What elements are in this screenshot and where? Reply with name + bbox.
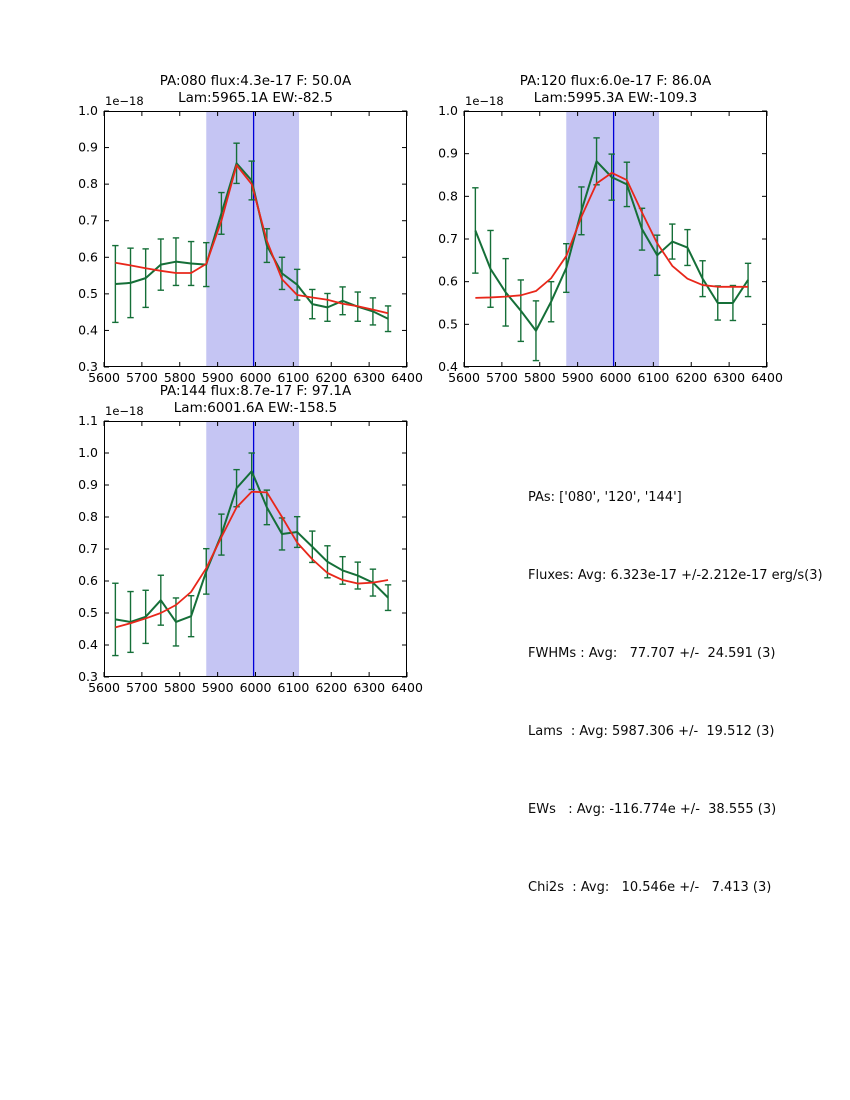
- svg-text:0.7: 0.7: [438, 231, 458, 246]
- panel-title-line2: Lam:6001.6A EW:-158.5: [173, 399, 338, 416]
- svg-text:6000: 6000: [239, 680, 272, 695]
- svg-text:0.6: 0.6: [78, 573, 98, 588]
- svg-text:5800: 5800: [163, 370, 196, 385]
- plot-area: [78, 103, 423, 385]
- summary-line-fwhms: FWHMs : Avg: 77.707 +/- 24.591 (3): [528, 646, 776, 661]
- svg-text:6100: 6100: [277, 680, 310, 695]
- svg-text:1.1: 1.1: [78, 413, 98, 428]
- svg-text:6400: 6400: [391, 680, 423, 695]
- svg-text:0.4: 0.4: [78, 322, 98, 338]
- fit-window-band: [206, 421, 299, 677]
- svg-text:6200: 6200: [675, 370, 708, 385]
- svg-text:5600: 5600: [88, 680, 120, 695]
- panel-title-line2: Lam:5965.1A EW:-82.5: [178, 89, 333, 106]
- svg-text:6300: 6300: [353, 680, 386, 695]
- svg-text:6000: 6000: [599, 370, 632, 385]
- plot-area: [438, 103, 783, 385]
- svg-text:6400: 6400: [751, 370, 783, 385]
- svg-text:0.7: 0.7: [78, 212, 98, 228]
- svg-text:0.8: 0.8: [438, 188, 458, 204]
- summary-line-lams: Lams : Avg: 5987.306 +/- 19.512 (3): [528, 724, 775, 739]
- svg-text:0.9: 0.9: [78, 139, 98, 155]
- svg-text:0.4: 0.4: [438, 359, 458, 374]
- panel-title-line1: PA:080 flux:4.3e-17 F: 50.0A: [159, 73, 352, 89]
- svg-text:5900: 5900: [561, 370, 594, 385]
- svg-text:6200: 6200: [315, 370, 348, 385]
- svg-text:0.4: 0.4: [78, 637, 98, 652]
- svg-text:5700: 5700: [485, 370, 518, 385]
- plot-area: [78, 413, 423, 695]
- svg-text:0.9: 0.9: [438, 145, 458, 161]
- spectrum-panel-pa120: [438, 73, 783, 385]
- summary-line-fluxes: Fluxes: Avg: 6.323e-17 +/-2.212e-17 erg/s(3): [528, 568, 823, 583]
- svg-text:5800: 5800: [523, 370, 556, 385]
- spectrum-panel-pa080: [78, 73, 423, 385]
- svg-text:6000: 6000: [239, 370, 272, 385]
- svg-text:5700: 5700: [125, 370, 158, 385]
- panel-title-line1: PA:120 flux:6.0e-17 F: 86.0A: [519, 73, 712, 89]
- svg-text:0.7: 0.7: [78, 541, 98, 556]
- svg-text:5900: 5900: [201, 370, 234, 385]
- svg-text:1.0: 1.0: [438, 103, 458, 118]
- svg-text:6100: 6100: [637, 370, 670, 385]
- svg-text:1.0: 1.0: [78, 445, 98, 460]
- svg-text:5800: 5800: [163, 680, 196, 695]
- svg-text:5900: 5900: [201, 680, 234, 695]
- svg-text:6200: 6200: [315, 680, 348, 695]
- svg-text:5700: 5700: [125, 680, 158, 695]
- svg-text:6300: 6300: [713, 370, 746, 385]
- svg-text:6300: 6300: [353, 370, 386, 385]
- summary-line-pas: PAs: ['080', '120', '144']: [528, 490, 682, 505]
- fit-window-band: [206, 111, 299, 367]
- svg-text:1.0: 1.0: [78, 103, 98, 118]
- svg-text:0.5: 0.5: [78, 285, 98, 301]
- svg-text:0.5: 0.5: [438, 316, 458, 332]
- summary-text-block: [528, 433, 823, 953]
- svg-text:0.9: 0.9: [78, 477, 98, 492]
- y-axis-offset-label: 1e−18: [105, 404, 144, 418]
- svg-text:0.3: 0.3: [78, 359, 98, 374]
- svg-text:0.6: 0.6: [438, 273, 458, 289]
- summary-line-chi2s: Chi2s : Avg: 10.546e +/- 7.413 (3): [528, 880, 772, 895]
- svg-text:5600: 5600: [88, 370, 120, 385]
- svg-text:5600: 5600: [448, 370, 480, 385]
- y-axis-offset-label: 1e−18: [105, 94, 144, 108]
- summary-line-ews: EWs : Avg: -116.774e +/- 38.555 (3): [528, 802, 777, 817]
- svg-text:6400: 6400: [391, 370, 423, 385]
- panel-title-line2: Lam:5995.3A EW:-109.3: [533, 89, 698, 106]
- svg-text:0.3: 0.3: [78, 669, 98, 684]
- spectrum-panel-pa144: [78, 383, 423, 695]
- svg-text:0.5: 0.5: [78, 605, 98, 620]
- svg-text:0.8: 0.8: [78, 509, 98, 524]
- y-axis-offset-label: 1e−18: [465, 94, 504, 108]
- panel-title-line1: PA:144 flux:8.7e-17 F: 97.1A: [159, 383, 352, 399]
- svg-text:6100: 6100: [277, 370, 310, 385]
- svg-text:0.6: 0.6: [78, 249, 98, 265]
- svg-text:0.8: 0.8: [78, 176, 98, 192]
- fit-window-band: [566, 111, 659, 367]
